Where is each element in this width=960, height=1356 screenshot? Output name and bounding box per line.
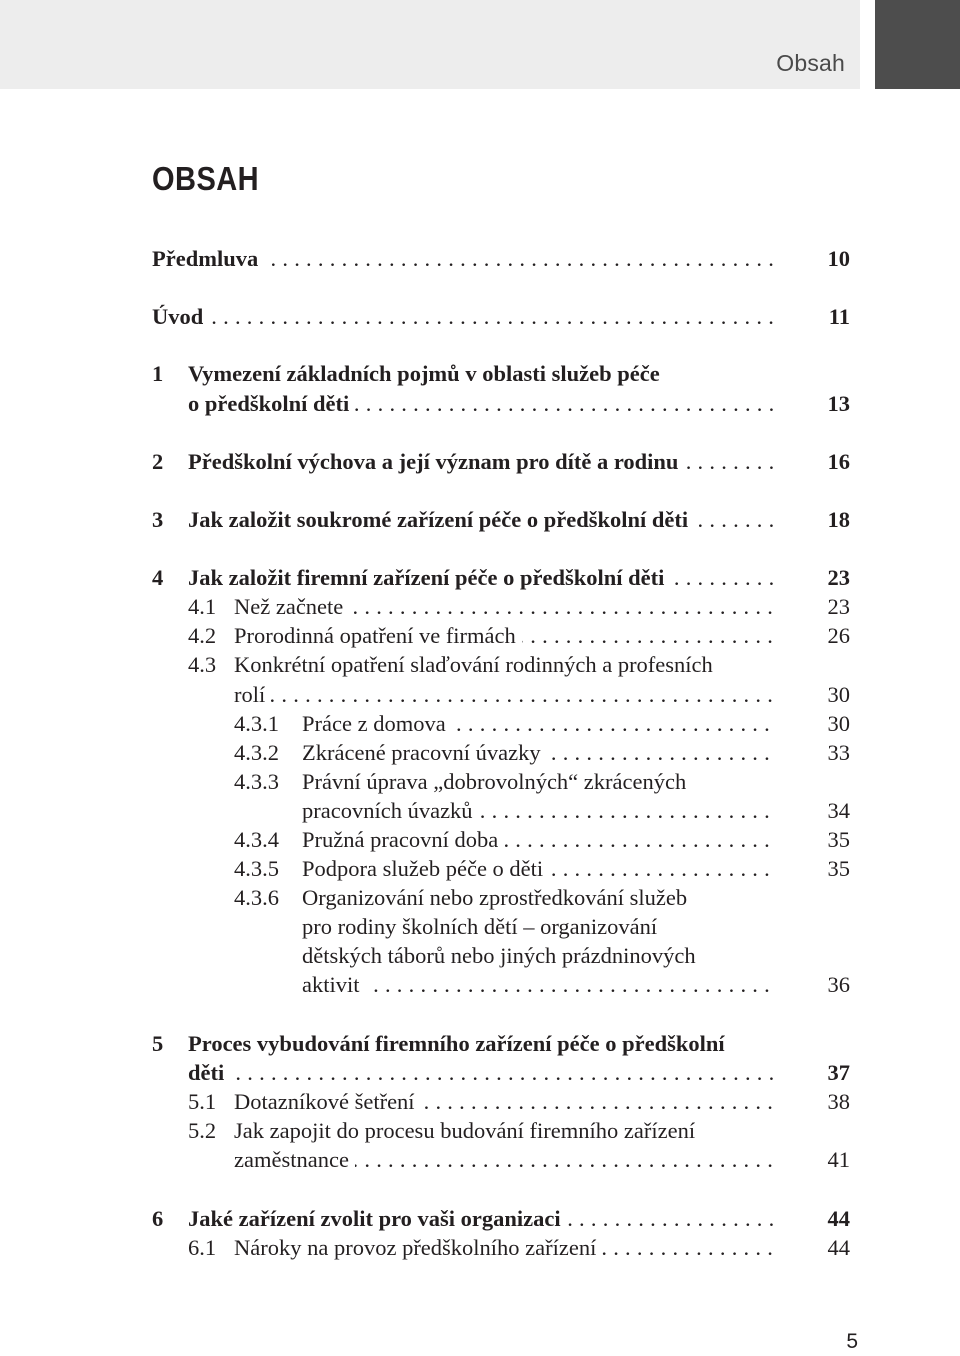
- running-header: Obsah: [776, 50, 845, 76]
- toc-entry-number: 4.3: [188, 652, 217, 677]
- toc-entry-page: 18: [827, 507, 850, 532]
- toc-entry-number: 4.3.4: [234, 827, 279, 852]
- corner-tab: [875, 0, 960, 89]
- page-title: OBSAH: [152, 160, 260, 197]
- toc-entry-page: 41: [827, 1147, 850, 1172]
- toc-entry-page: 11: [828, 304, 850, 329]
- toc-entry-number: 3: [152, 507, 164, 532]
- toc-entry-number: 4.1: [188, 594, 217, 619]
- toc-entry-title: Nároky na provoz předškolního zařízení . . .: [234, 1233, 775, 1262]
- toc-entry-title: Proces vybudování firemního zařízení péče o předškolní: [188, 1029, 731, 1058]
- toc-entry-page: 23: [827, 594, 850, 619]
- toc-entry: [0, 447, 960, 476]
- toc-entry: [0, 302, 960, 331]
- toc-entry-title: Předškolní výchova a její význam pro dítě a rodinu . . .: [188, 447, 775, 476]
- toc-entry: [0, 912, 960, 941]
- toc-entry-number: 2: [152, 449, 164, 474]
- toc-entry: [0, 1029, 960, 1058]
- toc-entry-page: 37: [827, 1060, 850, 1085]
- toc-entry-title: Jak zapojit do procesu budování firemního zařízení: [234, 1116, 701, 1145]
- toc-entry: [0, 767, 960, 796]
- toc-entry-title: dětských táborů nebo jiných prázdninových: [302, 941, 702, 970]
- toc-entry-title: aktivit . . .: [302, 970, 775, 999]
- toc-entry-title: pracovních úvazků . . .: [302, 796, 775, 825]
- toc-entry-number: 6.1: [188, 1235, 217, 1260]
- toc-entry-number: 4.3.1: [234, 711, 279, 736]
- toc-entry: [0, 970, 960, 999]
- toc-entry-title: Dotazníkové šetření . . .: [234, 1087, 775, 1116]
- toc-entry-number: 4.3.6: [234, 885, 279, 910]
- toc-entry-page: 44: [827, 1235, 850, 1260]
- toc-entry-title: Organizování nebo zprostředkování služeb: [302, 883, 693, 912]
- toc-entry-number: 4.2: [188, 623, 217, 648]
- toc-entry: [0, 1058, 960, 1087]
- toc-entry: [0, 389, 960, 418]
- toc-entry: [0, 796, 960, 825]
- toc-entry-title: Jaké zařízení zvolit pro vaši organizaci . . .: [188, 1204, 775, 1233]
- toc-entry-page: 44: [827, 1206, 850, 1231]
- toc-entry: [0, 1116, 960, 1145]
- toc-entry-number: 5: [152, 1031, 164, 1056]
- toc-entry-number: 5.2: [188, 1118, 217, 1143]
- toc-entry-page: 38: [827, 1089, 850, 1114]
- toc-entry: [0, 854, 960, 883]
- page-number: 5: [846, 1330, 858, 1353]
- toc-entry: [0, 1145, 960, 1174]
- toc-entry-title: zaměstnance . . .: [234, 1145, 775, 1174]
- toc-entry-title: Jak založit soukromé zařízení péče o předškolní děti . . .: [188, 505, 775, 534]
- toc-entry-number: 1: [152, 361, 164, 386]
- toc-entry-page: 33: [827, 740, 850, 765]
- toc-entry: [0, 244, 960, 273]
- toc-entry-title: Konkrétní opatření slaďování rodinných a profesních: [234, 650, 719, 679]
- toc-entry-title: Vymezení základních pojmů v oblasti služeb péče: [188, 359, 666, 388]
- toc-entry: [0, 650, 960, 679]
- toc-entry: [0, 680, 960, 709]
- toc-entry-title: Prorodinná opatření ve firmách . . .: [234, 621, 775, 650]
- toc-entry-title: Jak založit firemní zařízení péče o předškolní děti . . .: [188, 563, 775, 592]
- toc-entry-title: Zkrácené pracovní úvazky . . .: [302, 738, 775, 767]
- toc-entry: [0, 883, 960, 912]
- toc-entry-number: 4.3.5: [234, 856, 279, 881]
- toc-entry-title: Podpora služeb péče o děti . . .: [302, 854, 775, 883]
- toc-entry-title: Než začnete . . .: [234, 592, 775, 621]
- toc-entry-page: 26: [827, 623, 850, 648]
- toc-entry-number: 5.1: [188, 1089, 217, 1114]
- toc-entry: [0, 1233, 960, 1262]
- toc-entry: [0, 505, 960, 534]
- toc-entry: [0, 1204, 960, 1233]
- toc-entry-page: 35: [827, 856, 850, 881]
- toc-entry: [0, 738, 960, 767]
- toc-entry-page: 30: [827, 711, 850, 736]
- toc-entry-page: 36: [827, 972, 850, 997]
- toc-entry-number: 4.3.2: [234, 740, 279, 765]
- toc-entry-title: Právní úprava „dobrovolných“ zkrácených: [302, 767, 692, 796]
- toc-entry-number: 6: [152, 1206, 164, 1231]
- toc-entry: [0, 1087, 960, 1116]
- toc-entry: [0, 941, 960, 970]
- toc-entry-page: 34: [827, 798, 850, 823]
- toc-entry-page: 30: [827, 682, 850, 707]
- toc-entry: [0, 359, 960, 388]
- toc-entry-page: 35: [827, 827, 850, 852]
- toc-entry: [0, 825, 960, 854]
- toc-entry-title: pro rodiny školních dětí – organizování: [302, 912, 663, 941]
- toc-entry: [0, 592, 960, 621]
- toc-entry-number: 4: [152, 565, 164, 590]
- header-band: [0, 0, 860, 89]
- toc-entry-title: rolí . . .: [234, 680, 775, 709]
- toc-entry-title: Předmluva . . .: [152, 244, 775, 273]
- toc-entry: [0, 709, 960, 738]
- toc-entry-title: Práce z domova . . .: [302, 709, 775, 738]
- toc-entry-page: 16: [827, 449, 850, 474]
- toc-entry-title: Pružná pracovní doba . . .: [302, 825, 775, 854]
- toc-entry-title: Úvod . . .: [152, 302, 775, 331]
- toc-entry: [0, 563, 960, 592]
- toc-entry: [0, 621, 960, 650]
- toc-entry-page: 13: [827, 391, 850, 416]
- toc-entry-page: 10: [827, 246, 850, 271]
- toc-entry-title: děti . . .: [188, 1058, 775, 1087]
- toc-entry-title: o předškolní děti . . .: [188, 389, 775, 418]
- toc-entry-page: 23: [827, 565, 850, 590]
- toc-entry-number: 4.3.3: [234, 769, 279, 794]
